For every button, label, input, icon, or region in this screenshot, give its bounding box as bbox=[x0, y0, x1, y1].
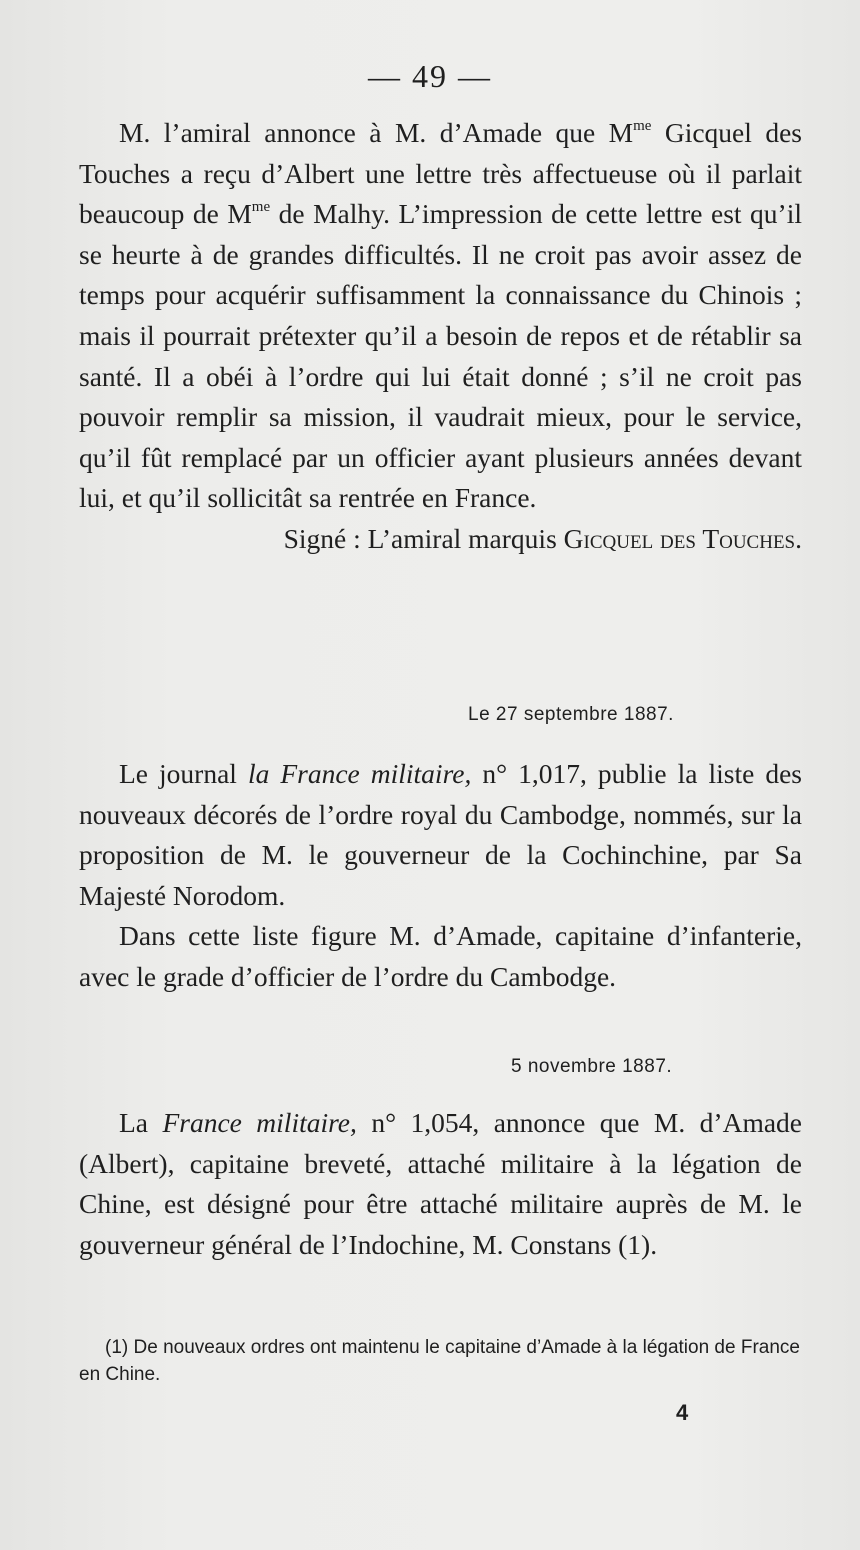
footnote: (1) De nouveaux ordres ont maintenu le capitaine d’Amade à la légation de France en Chine. bbox=[79, 1337, 800, 1385]
date-heading-september: Le 27 septembre 1887. bbox=[468, 704, 674, 725]
text-block-middle bbox=[79, 754, 802, 998]
paragraph-france-militaire-1054: La France militaire, n° 1,054, annonce que M. d’Amade (Albert), capitaine breveté, attaché militaire à la légation de Chine, est désigné pour être attaché militaire auprès de M. le gouverneur général de l’Indochine, M. Constans (1). bbox=[79, 1107, 802, 1260]
date-heading-november: 5 novembre 1887. bbox=[511, 1056, 673, 1077]
paragraph-admiral-letter: M. l’amiral annonce à M. d’Amade que $M^{me}$ Gicquel des Touches a reçu d’Albert une lettre très affectueuse où il parlait beaucoup de $M^{me}$ de Malhy. L’impression de cette lettre est qu’il se heurte à de grandes difficultés. Il ne croit pas avoir assez de temps pour acquérir suffisamment la connaissance du Chinois ; mais il pourrait prétexter qu’il a besoin de repos et de rétablir sa santé. Il a obéi à l’ordre qui lui était donné ; s’il ne croit pas pouvoir remplir sa mission, il vaudrait mieux, pour le service, qu’il fût remplacé par un officier ayant plusieurs années devant lui, et qu’il sollicitât sa rentrée en France. bbox=[79, 117, 802, 514]
signature-mark: 4 bbox=[676, 1400, 689, 1425]
paragraph-cambodge-order: Dans cette liste figure M. d’Amade, capitaine d’infanterie, avec le grade d’officier de l’ordre du Cambodge. bbox=[79, 920, 802, 992]
page-number: — 49 — bbox=[368, 58, 492, 94]
paragraph-france-militaire-1017: Le journal la France militaire, n° 1,017, publie la liste des nouveaux décorés de l’ordre royal du Cambodge, nommés, sur la proposition de M. le gouverneur de la Cochinchine, par Sa Majesté Norodom. bbox=[79, 758, 802, 911]
text-block-top bbox=[79, 113, 802, 560]
text-block-bottom bbox=[79, 1103, 802, 1265]
signature-line: Signé : L’amiral marquis Gicquel des Touches. bbox=[283, 522, 802, 554]
